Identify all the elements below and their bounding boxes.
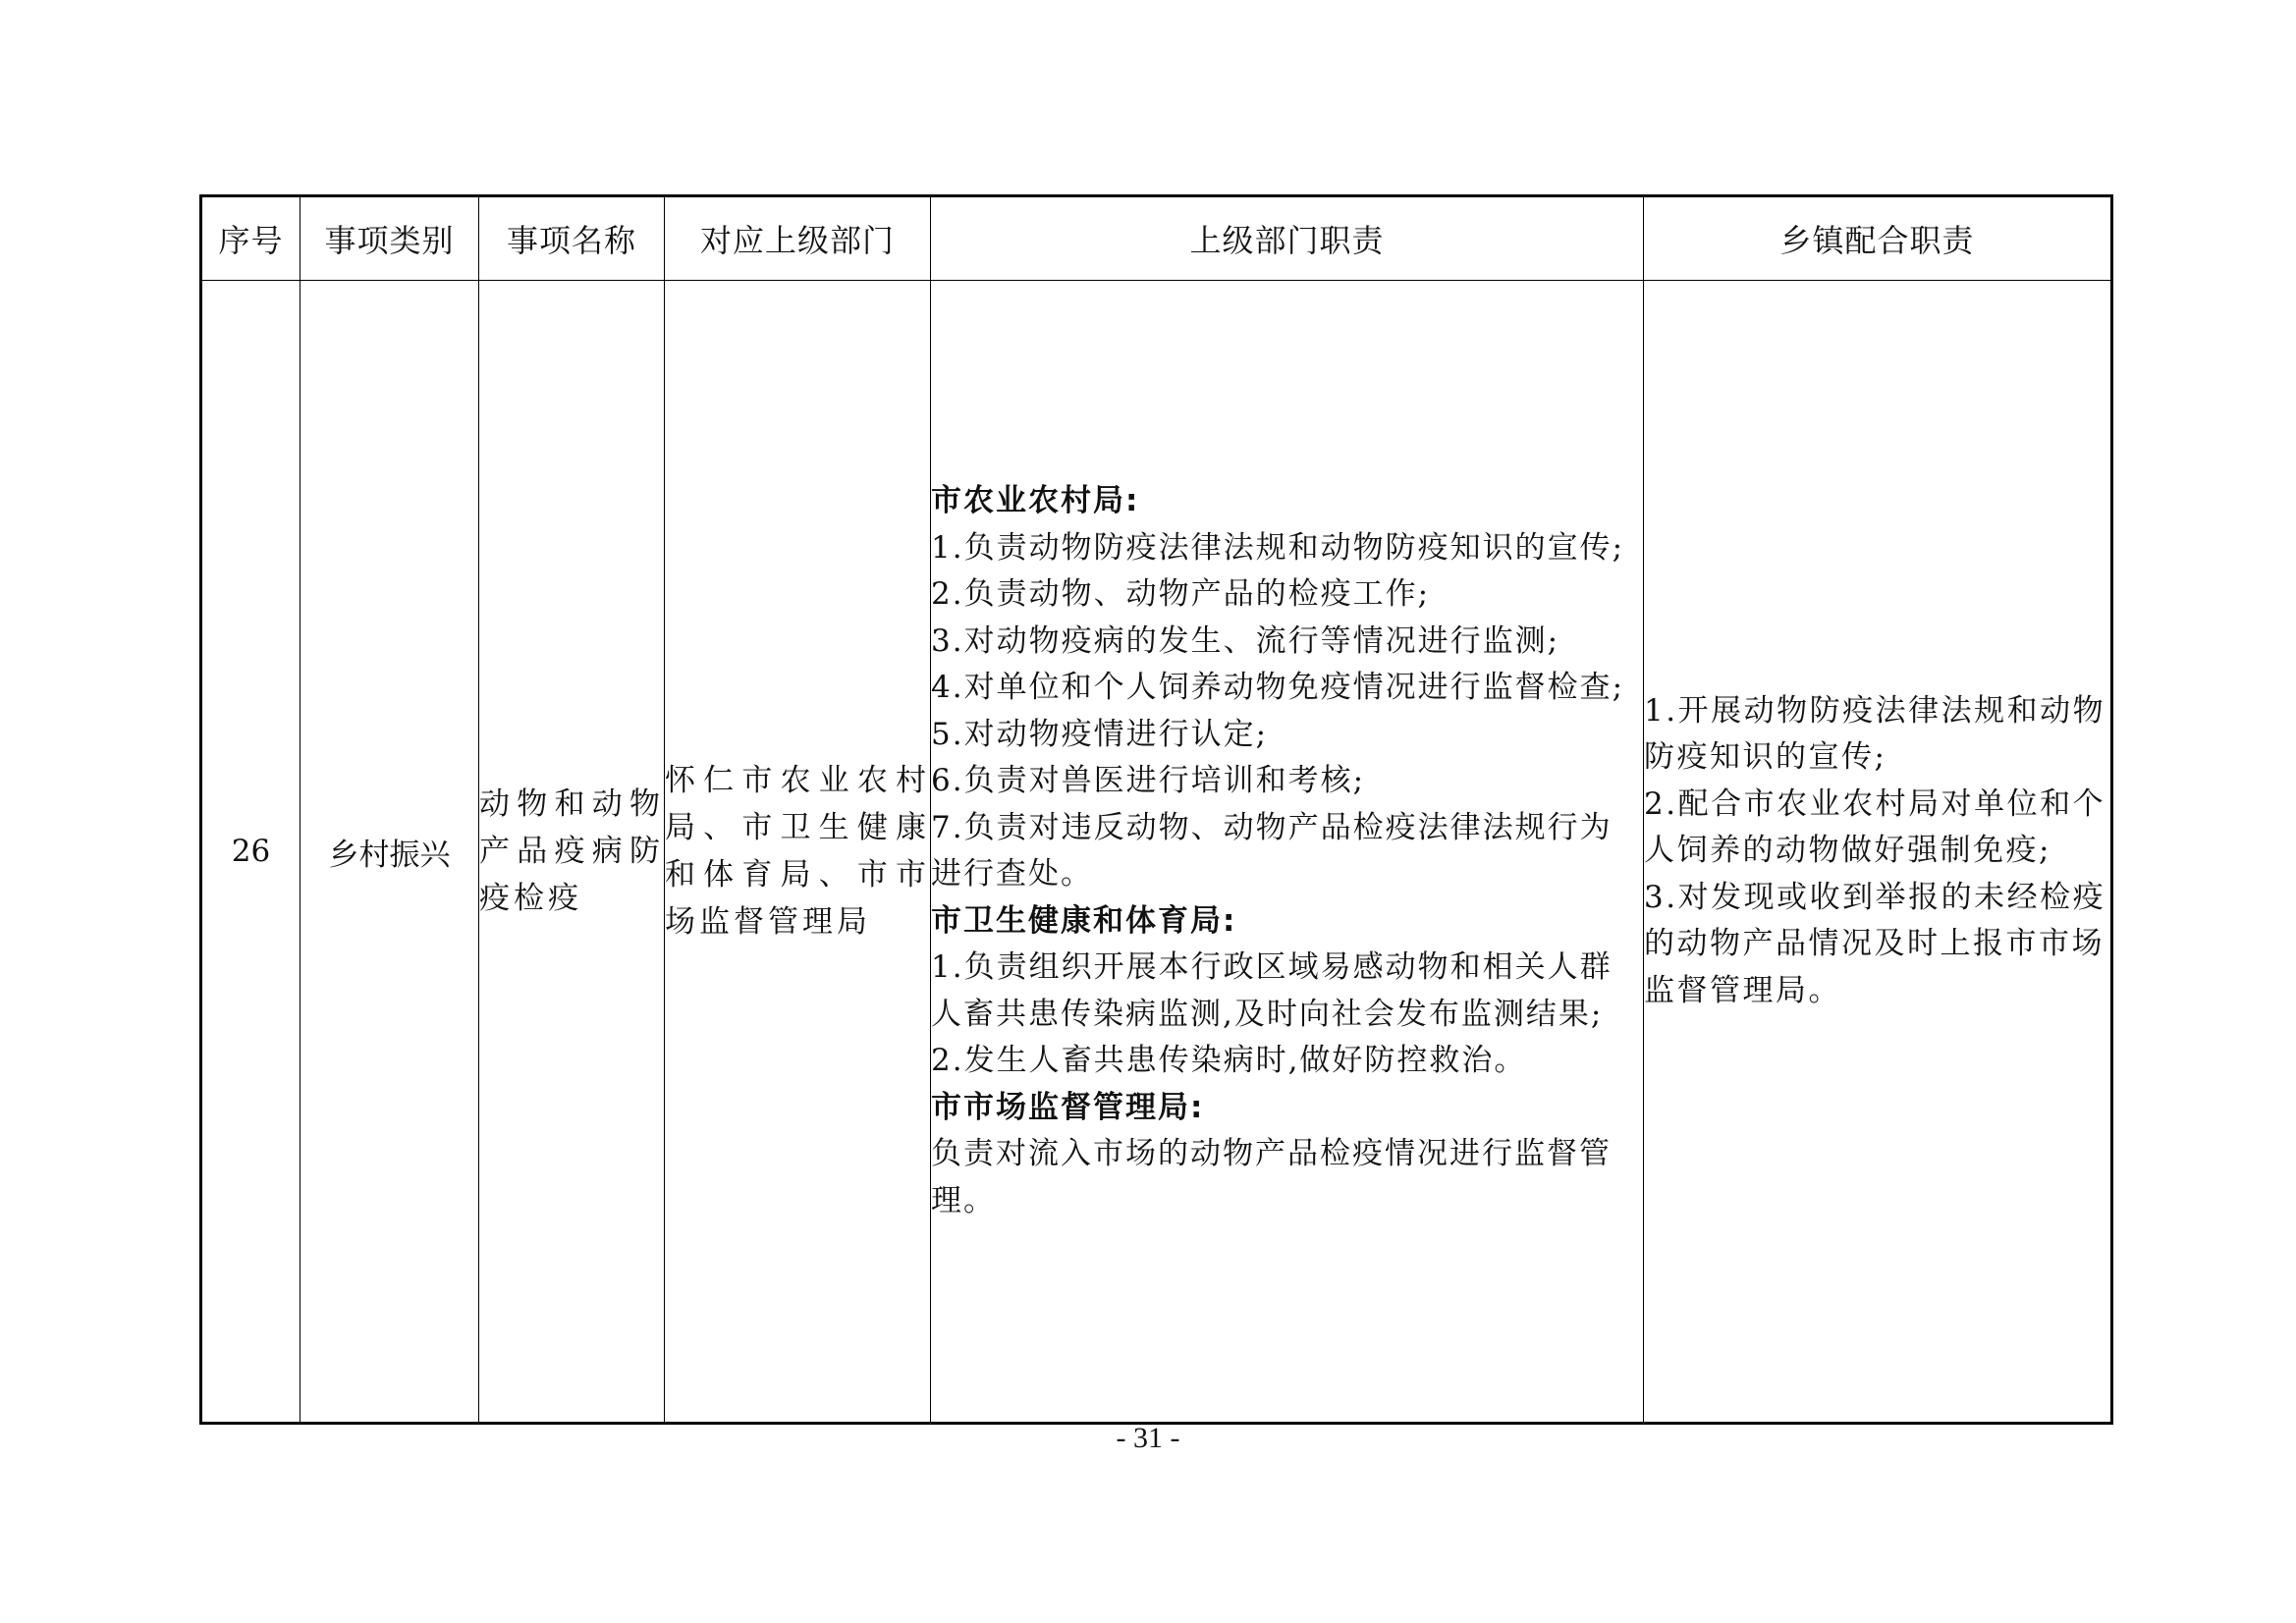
header-coop: 乡镇配合职责 [1644, 196, 2112, 281]
page-number: - 31 - [1116, 1422, 1180, 1454]
cell-name: 动物和动物产品疫病防疫检疫 [479, 281, 665, 1424]
duty-dept-title-agriculture: 市农业农村局: [931, 483, 1140, 518]
coop-item: 1.开展动物防疫法律法规和动物防疫知识的宣传; [1644, 692, 2106, 776]
duty-dept-title-market: 市市场监督管理局: [931, 1089, 1205, 1125]
header-row [201, 196, 2112, 281]
coop-item: 3.对发现或收到举报的未经检疫的动物产品情况及时上报市市场监督管理局。 [1644, 879, 2106, 1008]
header-no: 序号 [201, 196, 301, 281]
duty-item: 1.负责动物防疫法律法规和动物防疫知识的宣传; [931, 529, 1625, 566]
duty-item: 3.对动物疫病的发生、流行等情况进行监测; [931, 622, 1560, 659]
cell-duty [931, 281, 1644, 1424]
cell-category: 乡村振兴 [301, 281, 479, 1424]
header-duty: 上级部门职责 [931, 196, 1644, 281]
cell-coop [1644, 281, 2112, 1424]
header-category: 事项类别 [301, 196, 479, 281]
duty-item: 1.负责组织开展本行政区域易感动物和相关人群人畜共患传染病监测,及时向社会发布监测结果; [931, 949, 1613, 1032]
duty-item: 2.负责动物、动物产品的检疫工作; [931, 576, 1431, 612]
duty-dept-title-health: 市卫生健康和体育局: [931, 902, 1237, 939]
duty-item: 6.负责对兽医进行培训和考核; [931, 763, 1366, 798]
duty-item: 5.对动物疫情进行认定; [931, 716, 1269, 752]
table-row [201, 281, 2112, 1424]
cell-dept: 怀仁市农业农村局、市卫生健康和体育局、市市场监督管理局 [665, 281, 931, 1424]
header-dept: 对应上级部门 [665, 196, 931, 281]
responsibility-table [199, 194, 2113, 1425]
coop-item: 2.配合市农业农村局对单位和个人饲养的动物做好强制免疫; [1644, 785, 2106, 869]
duty-item: 负责对流入市场的动物产品检疫情况进行监督管理。 [931, 1136, 1612, 1218]
duty-item: 7.负责对违反动物、动物产品检疫法律法规行为进行查处。 [931, 809, 1613, 892]
duty-item: 2.发生人畜共患传染病时,做好防控救治。 [931, 1043, 1527, 1078]
cell-no: 26 [201, 281, 301, 1424]
header-name: 事项名称 [479, 196, 665, 281]
duty-item: 4.对单位和个人饲养动物免疫情况进行监督检查; [931, 670, 1625, 705]
